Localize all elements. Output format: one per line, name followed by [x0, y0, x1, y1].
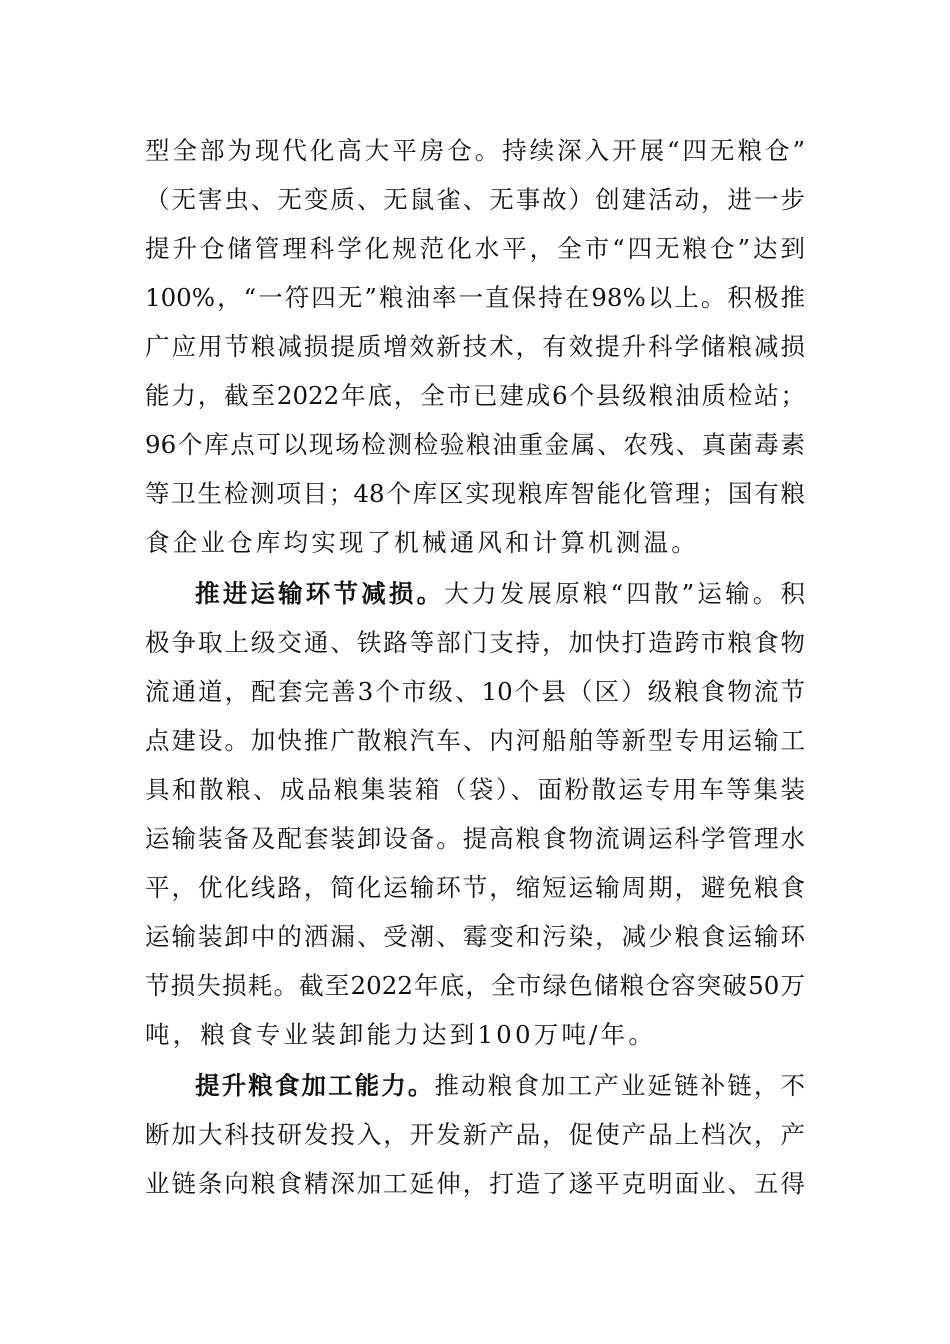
paragraph-3-line-3: 业链条向粮食精深加工延伸，打造了遂平克明面业、五得	[145, 1169, 805, 1198]
paragraph-1-line-6: 能力，截至2022年底，全市已建成6个县级粮油质检站；	[145, 381, 805, 410]
paragraph-3-line-2: 断加大科技研发投入，开发新产品，促使产品上档次，产	[145, 1120, 805, 1149]
paragraph-1-line-9: 食企业仓库均实现了机械通风和计算机测温。	[145, 528, 699, 557]
paragraph-2-line-1-text: 大力发展原粮“四散”运输。积	[444, 579, 805, 608]
paragraph-1-line-7: 96个库点可以现场检测检验粮油重金属、农残、真菌毒素	[145, 430, 805, 459]
paragraph-1-line-5: 广应用节粮减损提质增效新技术，有效提升科学储粮减损	[145, 332, 805, 361]
paragraph-1-line-1: 型全部为现代化高大平房仓。持续深入开展“四无粮仓”	[145, 136, 805, 165]
paragraph-2-line-3: 流通道，配套完善3个市级、10个县（区）级粮食物流节	[145, 677, 805, 706]
paragraph-1-line-8: 等卫生检测项目；48个库区实现粮库智能化管理；国有粮	[145, 479, 805, 508]
paragraph-1-line-2: （无害虫、无变质、无鼠雀、无事故）创建活动，进一步	[145, 185, 805, 214]
paragraph-2-line-2: 极争取上级交通、铁路等部门支持，加快打造跨市粮食物	[145, 628, 805, 657]
paragraph-3-line-1	[195, 1066, 805, 1106]
paragraph-3-line-1-text: 推动粮食加工产业延链补链，不	[434, 1071, 806, 1100]
paragraph-3-heading: 提升粮食加工能力。	[195, 1071, 435, 1100]
paragraph-2-line-1	[195, 574, 805, 614]
paragraph-2-line-5: 具和散粮、成品粮集装箱（袋）、面粉散运专用车等集装	[145, 775, 805, 804]
paragraph-1-line-3: 提升仓储管理科学化规范化水平，全市“四无粮仓”达到	[145, 234, 805, 263]
paragraph-2-line-9: 节损失损耗。截至2022年底，全市绿色储粮仓容突破50万	[145, 971, 805, 1000]
paragraph-2-heading: 推进运输环节减损。	[195, 579, 445, 608]
paragraph-2-line-7: 平，优化线路，简化运输环节，缩短运输周期，避免粮食	[145, 873, 805, 902]
paragraph-2-line-10: 吨，粮食专业装卸能力达到100万吨/年。	[145, 1020, 657, 1049]
paragraph-1-line-4: 100%，“一符四无”粮油率一直保持在98%以上。积极推	[145, 283, 805, 312]
paragraph-2-line-6: 运输装备及配套装卸设备。提高粮食物流调运科学管理水	[145, 824, 805, 853]
paragraph-2-line-8: 运输装卸中的洒漏、受潮、霉变和污染，减少粮食运输环	[145, 922, 805, 951]
paragraph-2-line-4: 点建设。加快推广散粮汽车、内河船舶等新型专用运输工	[145, 726, 805, 755]
